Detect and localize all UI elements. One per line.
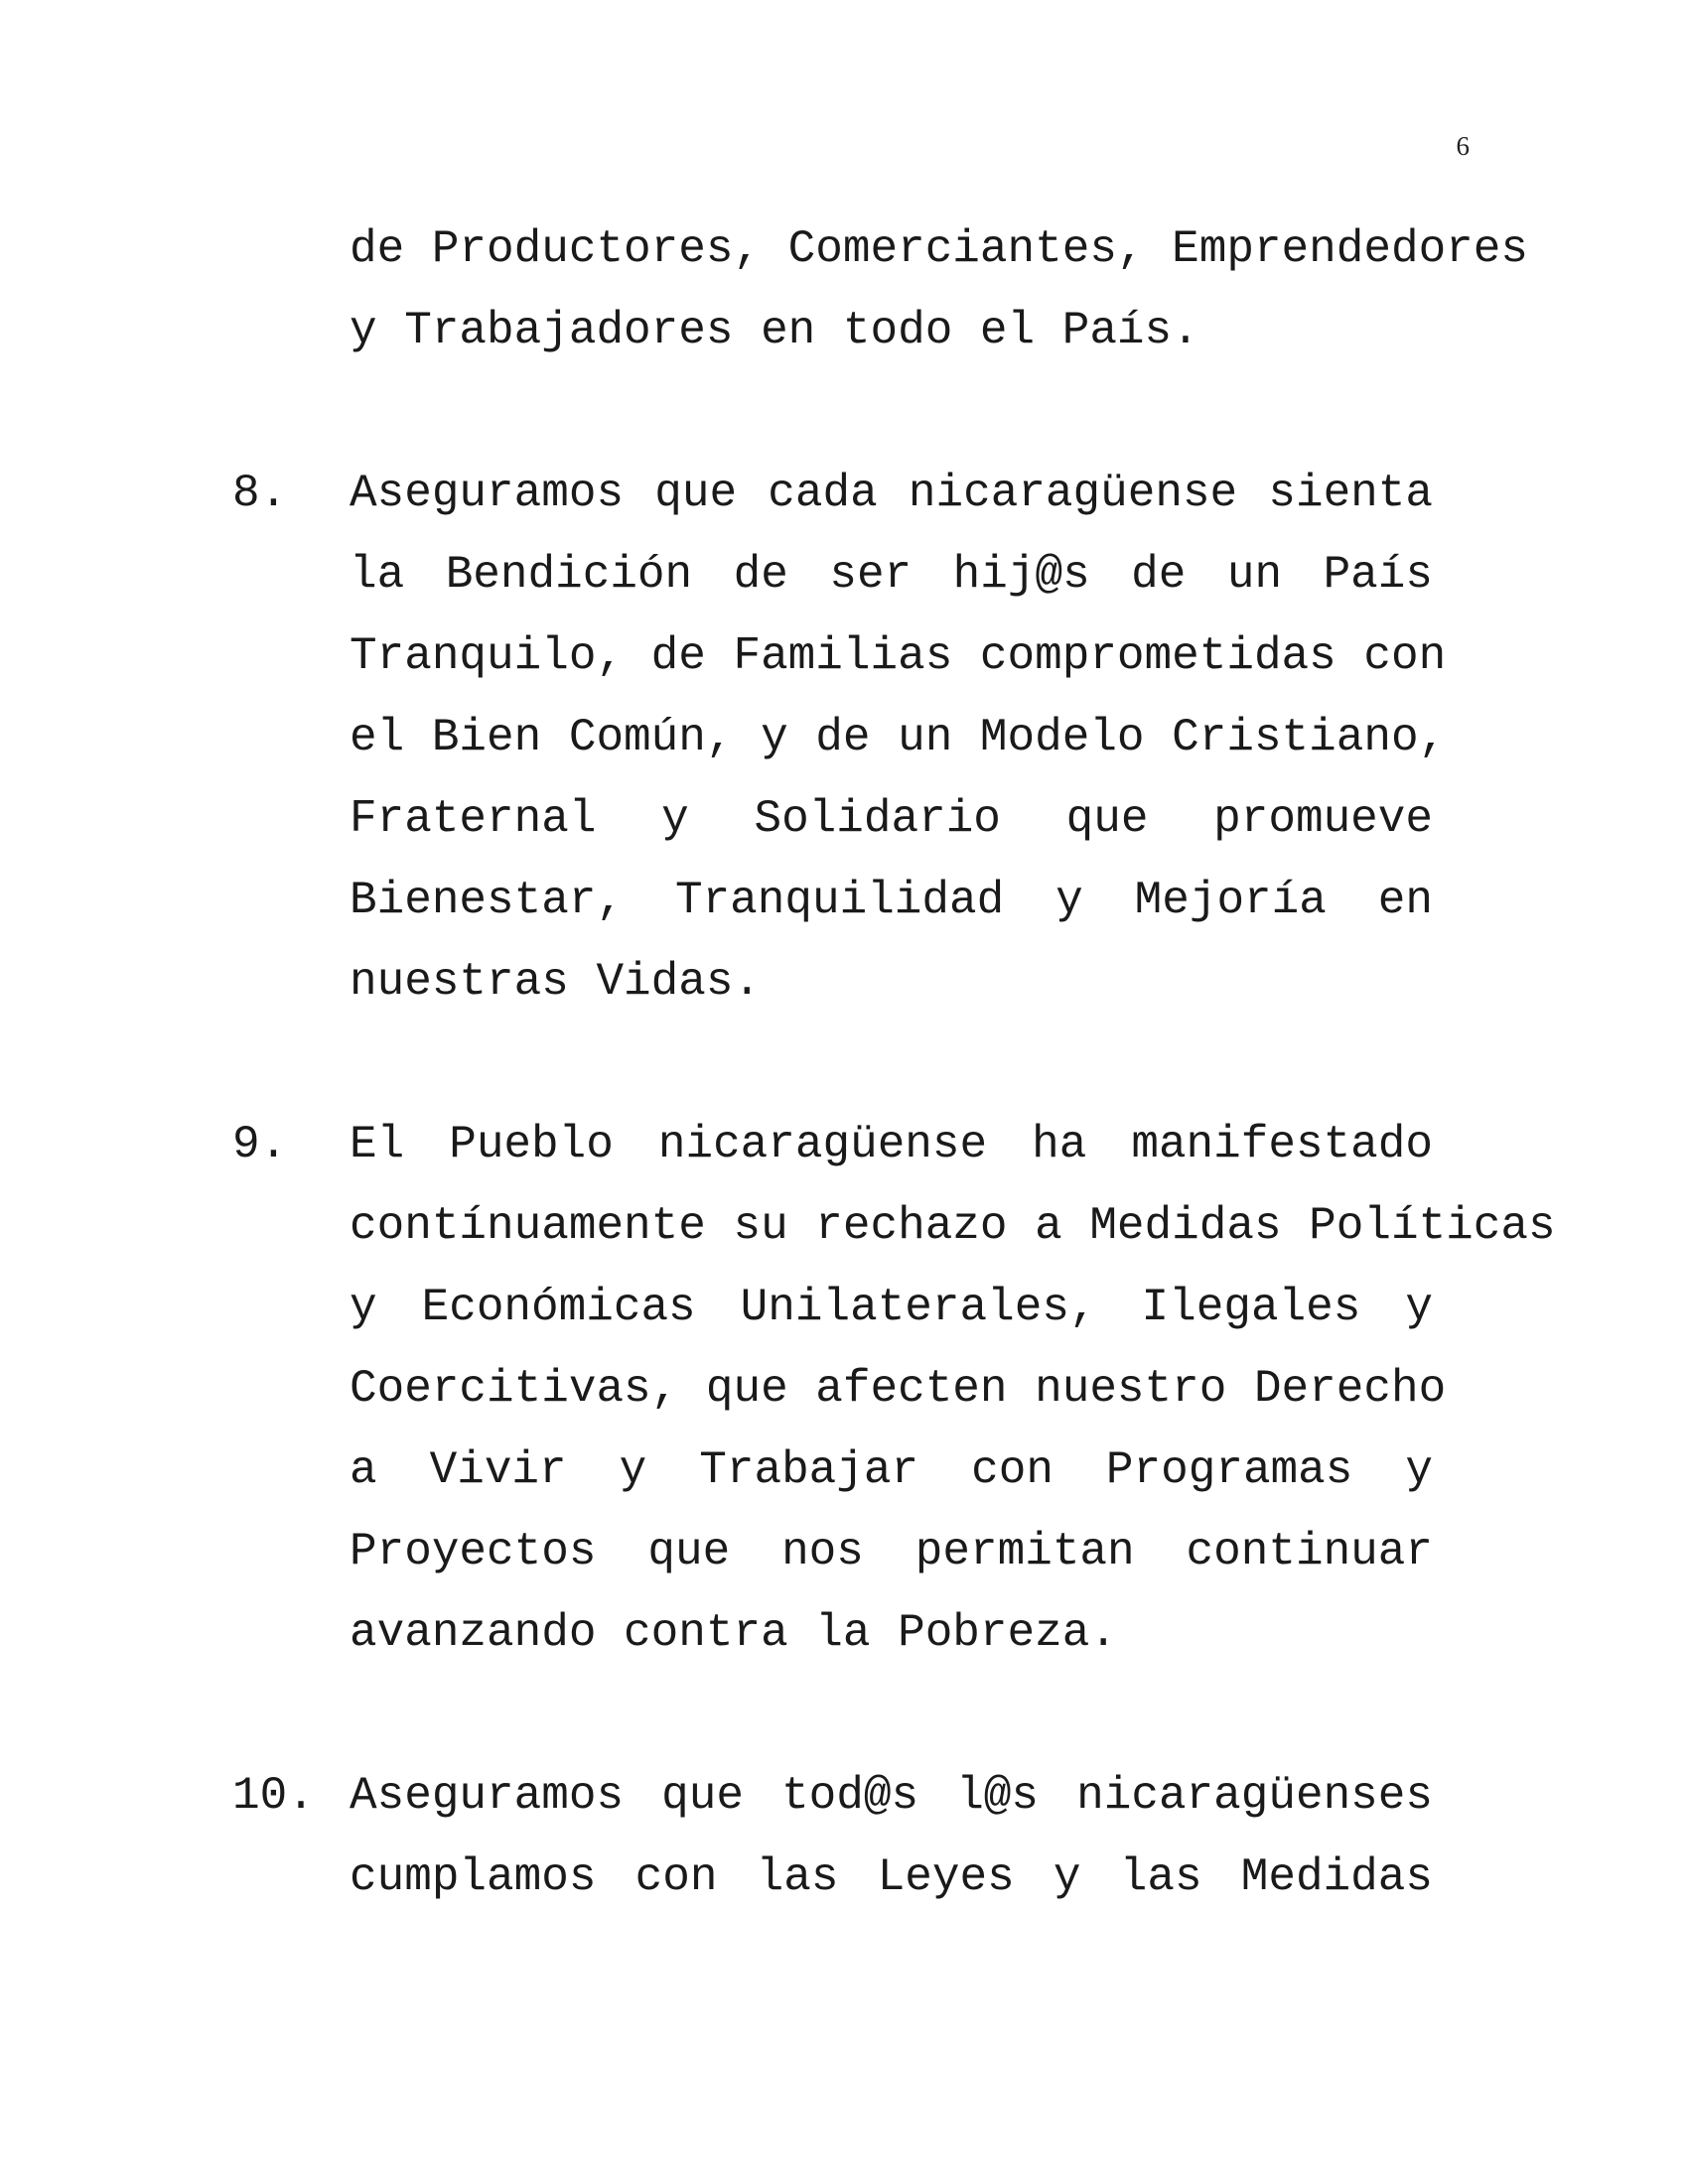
paragraph-line: y Trabajadores en todo el País. (350, 305, 1199, 356)
paragraph-line: y Económicas Unilaterales, Ilegales y (350, 1282, 1433, 1333)
paragraph-line: Aseguramos que tod@s l@s nicaragüenses (350, 1770, 1433, 1822)
paragraph-line: Aseguramos que cada nicaragüense sienta (350, 468, 1433, 519)
paragraph-line: Proyectos que nos permitan continuar (350, 1526, 1433, 1577)
item-number: 8. (232, 468, 288, 519)
paragraph-line: de Productores, Comerciantes, Emprendedores (350, 223, 1528, 275)
item-number: 9. (232, 1119, 288, 1170)
item-number: 10. (232, 1770, 315, 1822)
paragraph-line: cumplamos con las Leyes y las Medidas (350, 1851, 1433, 1903)
paragraph-line: Bienestar, Tranquilidad y Mejoría en (350, 875, 1433, 926)
paragraph-line: a Vivir y Trabajar con Programas y (350, 1444, 1433, 1496)
page-number: 6 (1456, 131, 1470, 161)
paragraph-line: el Bien Común, y de un Modelo Cristiano, (350, 712, 1447, 763)
paragraph-line: contínuamente su rechazo a Medidas Políticas (350, 1200, 1556, 1252)
paragraph-line: Coercitivas, que afecten nuestro Derecho (350, 1363, 1447, 1415)
paragraph-line: Fraternal y Solidario que promueve (350, 793, 1433, 845)
paragraph-line: la Bendición de ser hij@s de un País (350, 549, 1433, 601)
paragraph-line: avanzando contra la Pobreza. (350, 1607, 1117, 1659)
paragraph-line: Tranquilo, de Familias comprometidas con (350, 630, 1447, 682)
paragraph-line: El Pueblo nicaragüense ha manifestado (350, 1119, 1433, 1170)
paragraph-line: nuestras Vidas. (350, 956, 762, 1008)
